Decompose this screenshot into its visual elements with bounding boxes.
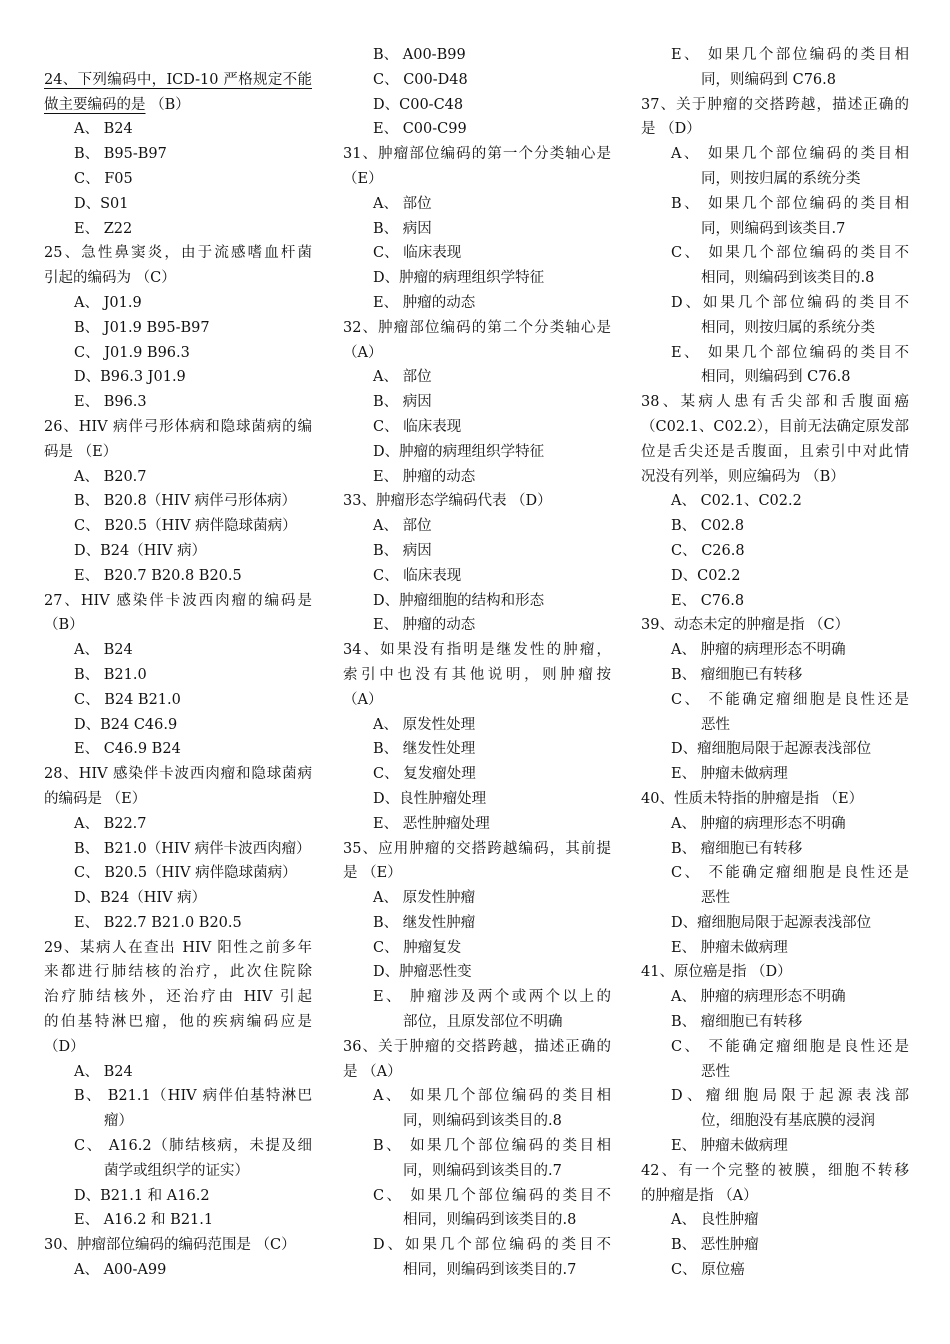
option-line: B、 B21.0 xyxy=(74,666,147,683)
option-line: A、 B24 xyxy=(74,121,133,138)
option-line: A、 良性肿瘤 xyxy=(671,1212,759,1229)
question-line: 31、肿瘤部位编码的第一个分类轴心是 xyxy=(343,146,611,163)
option-line: E、 B20.7 B20.8 B20.5 xyxy=(74,567,242,584)
option-line: A、 部位 xyxy=(373,518,432,535)
option-line: B、 病因 xyxy=(373,220,432,237)
option-line: D、良性肿瘤处理 xyxy=(373,790,487,807)
option-line: B、 B20.8（HIV 病伴弓形体病） xyxy=(74,493,297,510)
question-line: 引起的编码为 （C） xyxy=(44,270,176,287)
option-continuation-line: 同，则编码到该类目.7 xyxy=(701,220,846,237)
option-line: C、 肿瘤复发 xyxy=(373,939,462,956)
option-line: D、C02.2 xyxy=(671,567,741,584)
option-line: A、 C02.1、C02.2 xyxy=(671,493,802,510)
question-line: 42、有一个完整的被膜，细胞不转移 xyxy=(641,1162,909,1179)
option-line: E、 肿瘤的动态 xyxy=(373,468,476,485)
option-line: B、 如果几个部位编码的类目相 xyxy=(671,195,909,212)
question-line: 是 （D） xyxy=(641,121,701,138)
option-line: A、 肿瘤的病理形态不明确 xyxy=(671,815,846,832)
option-line: C、 F05 xyxy=(74,170,133,187)
column-right xyxy=(641,43,909,1283)
option-line: C、 临床表现 xyxy=(373,567,462,584)
option-line: D、B24（HIV 病） xyxy=(74,890,207,907)
question-line: 治疗肺结核外，还治疗由 HIV 引起 xyxy=(44,989,312,1006)
option-line: D、B24（HIV 病） xyxy=(74,542,207,559)
option-line: A、 J01.9 xyxy=(74,294,142,311)
option-line: E、 肿瘤未做病理 xyxy=(671,1138,788,1155)
option-line: E、 如果几个部位编码的类目相 xyxy=(671,47,909,63)
option-line: C、 C26.8 xyxy=(671,542,745,559)
option-line: C、 临床表现 xyxy=(373,245,462,262)
option-line: A、 如果几个部位编码的类目相 xyxy=(671,146,909,163)
option-line: C、 不能确定瘤细胞是良性还是 xyxy=(671,1038,909,1055)
option-line: D、S01 xyxy=(74,195,129,212)
option-line: D、瘤细胞局限于起源表浅部 xyxy=(671,1088,909,1105)
question-line: 39、动态未定的肿瘤是指 （C） xyxy=(641,617,850,634)
question-line: 34、如果没有指明是继发性的肿瘤， xyxy=(343,642,611,659)
option-line: E、 A16.2 和 B21.1 xyxy=(74,1212,214,1229)
option-line: B、 J01.9 B95-B97 xyxy=(74,319,210,336)
option-line: E、 C76.8 xyxy=(671,592,745,609)
option-line: B、 瘤细胞已有转移 xyxy=(671,666,803,683)
question-line: 29、某病人在查出 HIV 阳性之前多年 xyxy=(44,939,312,956)
option-line: A、 部位 xyxy=(373,195,432,212)
question-line: 做主要编码的是 （B） xyxy=(44,96,190,113)
option-line: C、 不能确定瘤细胞是良性还是 xyxy=(671,865,909,882)
option-line: A、 A00-A99 xyxy=(74,1262,167,1279)
option-continuation-line: 相同，则编码到该类目的.7 xyxy=(403,1262,577,1279)
option-line: D、如果几个部位编码的类目不 xyxy=(373,1237,611,1254)
option-line: B、 A00-B99 xyxy=(373,47,466,63)
option-line: A、 肿瘤的病理形态不明确 xyxy=(671,642,846,659)
option-continuation-line: 恶性 xyxy=(701,890,730,907)
option-line: E、 C00-C99 xyxy=(373,121,467,138)
question-line: 32、肿瘤部位编码的第二个分类轴心是 xyxy=(343,319,611,336)
option-continuation-line: 瘤） xyxy=(104,1113,133,1130)
option-line: C、 原位癌 xyxy=(671,1262,745,1279)
question-line: 是 （E） xyxy=(343,865,402,882)
option-line: D、B24 C46.9 xyxy=(74,716,178,733)
option-continuation-line: 相同，则编码到 C76.8 xyxy=(701,369,851,386)
option-line: D、B96.3 J01.9 xyxy=(74,369,186,386)
option-continuation-line: 同，则按归属的系统分类 xyxy=(701,170,861,187)
option-line: E、 B96.3 xyxy=(74,394,147,411)
option-continuation-line: 部位，且原发部位不明确 xyxy=(403,1014,563,1031)
column-middle xyxy=(343,43,611,1283)
option-line: A、 B20.7 xyxy=(74,468,147,485)
question-line: 的肿瘤是指 （A） xyxy=(641,1187,758,1204)
option-line: B、 瘤细胞已有转移 xyxy=(671,840,803,857)
option-line: B、 如果几个部位编码的类目相 xyxy=(373,1138,611,1155)
option-line: C、 B24 B21.0 xyxy=(74,691,181,708)
option-line: C、 B20.5（HIV 病伴隐球菌病） xyxy=(74,518,297,535)
option-line: C、 C00-D48 xyxy=(373,71,468,88)
option-continuation-line: 位，细胞没有基底膜的浸润 xyxy=(701,1113,875,1130)
option-line: A、 如果几个部位编码的类目相 xyxy=(373,1088,611,1105)
option-continuation-line: 同，则编码到该类目的.7 xyxy=(403,1162,562,1179)
question-line: 40、性质未特指的肿瘤是指 （E） xyxy=(641,790,864,807)
question-line: 24、下列编码中，ICD-10 严格规定不能 xyxy=(44,71,312,88)
question-line: 的编码是 （E） xyxy=(44,790,147,807)
option-continuation-line: 菌学或组织学的证实） xyxy=(104,1162,249,1179)
option-line: B、 瘤细胞已有转移 xyxy=(671,1014,803,1031)
option-line: A、 部位 xyxy=(373,369,432,386)
question-line: 33、肿瘤形态学编码代表 （D） xyxy=(343,493,552,510)
option-line: C、 不能确定瘤细胞是良性还是 xyxy=(671,691,909,708)
question-line: 26、HIV 病伴弓形体病和隐球菌病的编 xyxy=(44,418,312,435)
option-continuation-line: 相同，则编码到该类目的.8 xyxy=(701,270,875,287)
option-line: D、肿瘤细胞的结构和形态 xyxy=(373,592,545,609)
option-line: A、 原发性肿瘤 xyxy=(373,890,476,907)
option-line: E、 肿瘤的动态 xyxy=(373,617,476,634)
option-line: E、 肿瘤未做病理 xyxy=(671,939,788,956)
option-line: C、 复发瘤处理 xyxy=(373,766,476,783)
option-line: B、 C02.8 xyxy=(671,518,745,535)
option-line: C、 A16.2（肺结核病，未提及细 xyxy=(74,1138,312,1155)
question-line: （E） xyxy=(343,170,383,187)
question-line: 36、关于肿瘤的交搭跨越，描述正确的 xyxy=(343,1038,611,1055)
option-line: B、 病因 xyxy=(373,542,432,559)
question-line: 28、HIV 感染伴卡波西肉瘤和隐球菌病 xyxy=(44,766,312,783)
option-line: A、 原发性处理 xyxy=(373,716,476,733)
option-line: B、 恶性肿瘤 xyxy=(671,1237,759,1254)
option-line: E、 Z22 xyxy=(74,220,133,237)
option-continuation-line: 恶性 xyxy=(701,1063,730,1080)
option-line: D、C00-C48 xyxy=(373,96,464,113)
option-continuation-line: 相同，则编码到该类目的.8 xyxy=(403,1212,577,1229)
option-continuation-line: 同，则编码到该类目的.8 xyxy=(403,1113,562,1130)
option-line: E、 肿瘤的动态 xyxy=(373,294,476,311)
question-line: （D） xyxy=(44,1038,85,1055)
question-line: 37、关于肿瘤的交搭跨越，描述正确的 xyxy=(641,96,909,113)
option-line: C、 J01.9 B96.3 xyxy=(74,344,190,361)
option-line: B、 B95-B97 xyxy=(74,146,167,163)
question-line: （A） xyxy=(343,691,383,708)
option-line xyxy=(44,43,312,68)
option-line: B、 B21.0（HIV 病伴卡波西肉瘤） xyxy=(74,840,311,857)
option-line: C、 临床表现 xyxy=(373,418,462,435)
question-line: （A） xyxy=(343,344,383,361)
question-line: 30、肿瘤部位编码的编码范围是 （C） xyxy=(44,1237,296,1254)
option-continuation-line: 相同，则按归属的系统分类 xyxy=(701,319,875,336)
option-line: B、 继发性肿瘤 xyxy=(373,914,476,931)
option-line: A、 肿瘤的病理形态不明确 xyxy=(671,989,846,1006)
option-line: A、 B24 xyxy=(74,1063,133,1080)
question-line: （C02.1、C02.2），目前无法确定原发部 xyxy=(641,418,909,435)
option-continuation-line: 同，则编码到 C76.8 xyxy=(701,71,836,88)
option-line: E、 B22.7 B21.0 B20.5 xyxy=(74,914,242,931)
question-line: 35、应用肿瘤的交搭跨越编码，其前提 xyxy=(343,840,611,857)
option-line: C、 如果几个部位编码的类目不 xyxy=(373,1187,611,1204)
option-line: B、 病因 xyxy=(373,394,432,411)
option-line: E、 恶性肿瘤处理 xyxy=(373,815,490,832)
option-line: C、 如果几个部位编码的类目不 xyxy=(671,245,909,262)
column-left xyxy=(44,43,312,1283)
option-line: D、肿瘤的病理组织学特征 xyxy=(373,270,545,287)
question-line: 38、某病人患有舌尖部和舌腹面癌 xyxy=(641,394,909,411)
question-line: 索引中也没有其他说明，则肿瘤按 xyxy=(343,666,611,683)
option-line: B、 继发性处理 xyxy=(373,741,476,758)
question-line: 位是舌尖还是舌腹面，且索引中对此情 xyxy=(641,443,909,460)
question-line: 来都进行肺结核的治疗，此次住院除 xyxy=(44,964,312,981)
option-line: D、肿瘤恶性变 xyxy=(373,964,472,981)
option-line: D、瘤细胞局限于起源表浅部位 xyxy=(671,741,872,758)
option-line: D、肿瘤的病理组织学特征 xyxy=(373,443,545,460)
question-line: 的伯基特淋巴瘤，他的疾病编码应是 xyxy=(44,1014,312,1031)
option-line: C、 B20.5（HIV 病伴隐球菌病） xyxy=(74,865,297,882)
option-line: E、 肿瘤涉及两个或两个以上的 xyxy=(373,989,611,1006)
question-line: 码是 （E） xyxy=(44,443,118,460)
option-line: E、 如果几个部位编码的类目不 xyxy=(671,344,909,361)
question-line: 况没有列举，则应编码为 （B） xyxy=(641,468,845,485)
question-line: （B） xyxy=(44,617,84,634)
question-line: 27、HIV 感染伴卡波西肉瘤的编码是 xyxy=(44,592,312,609)
option-line: E、 C46.9 B24 xyxy=(74,741,181,758)
question-line: 25、急性鼻窦炎，由于流感嗜血杆菌 xyxy=(44,245,312,262)
option-line: B、 B21.1（HIV 病伴伯基特淋巴 xyxy=(74,1088,312,1105)
question-line: 是 （A） xyxy=(343,1063,402,1080)
option-line: A、 B22.7 xyxy=(74,815,147,832)
option-line: D、瘤细胞局限于起源表浅部位 xyxy=(671,914,872,931)
option-line: E、 肿瘤未做病理 xyxy=(671,766,788,783)
option-line: D、B21.1 和 A16.2 xyxy=(74,1187,210,1204)
question-line: 41、原位癌是指 （D） xyxy=(641,964,792,981)
option-line: D、如果几个部位编码的类目不 xyxy=(671,294,909,311)
option-continuation-line: 恶性 xyxy=(701,716,730,733)
option-line: A、 B24 xyxy=(74,642,133,659)
